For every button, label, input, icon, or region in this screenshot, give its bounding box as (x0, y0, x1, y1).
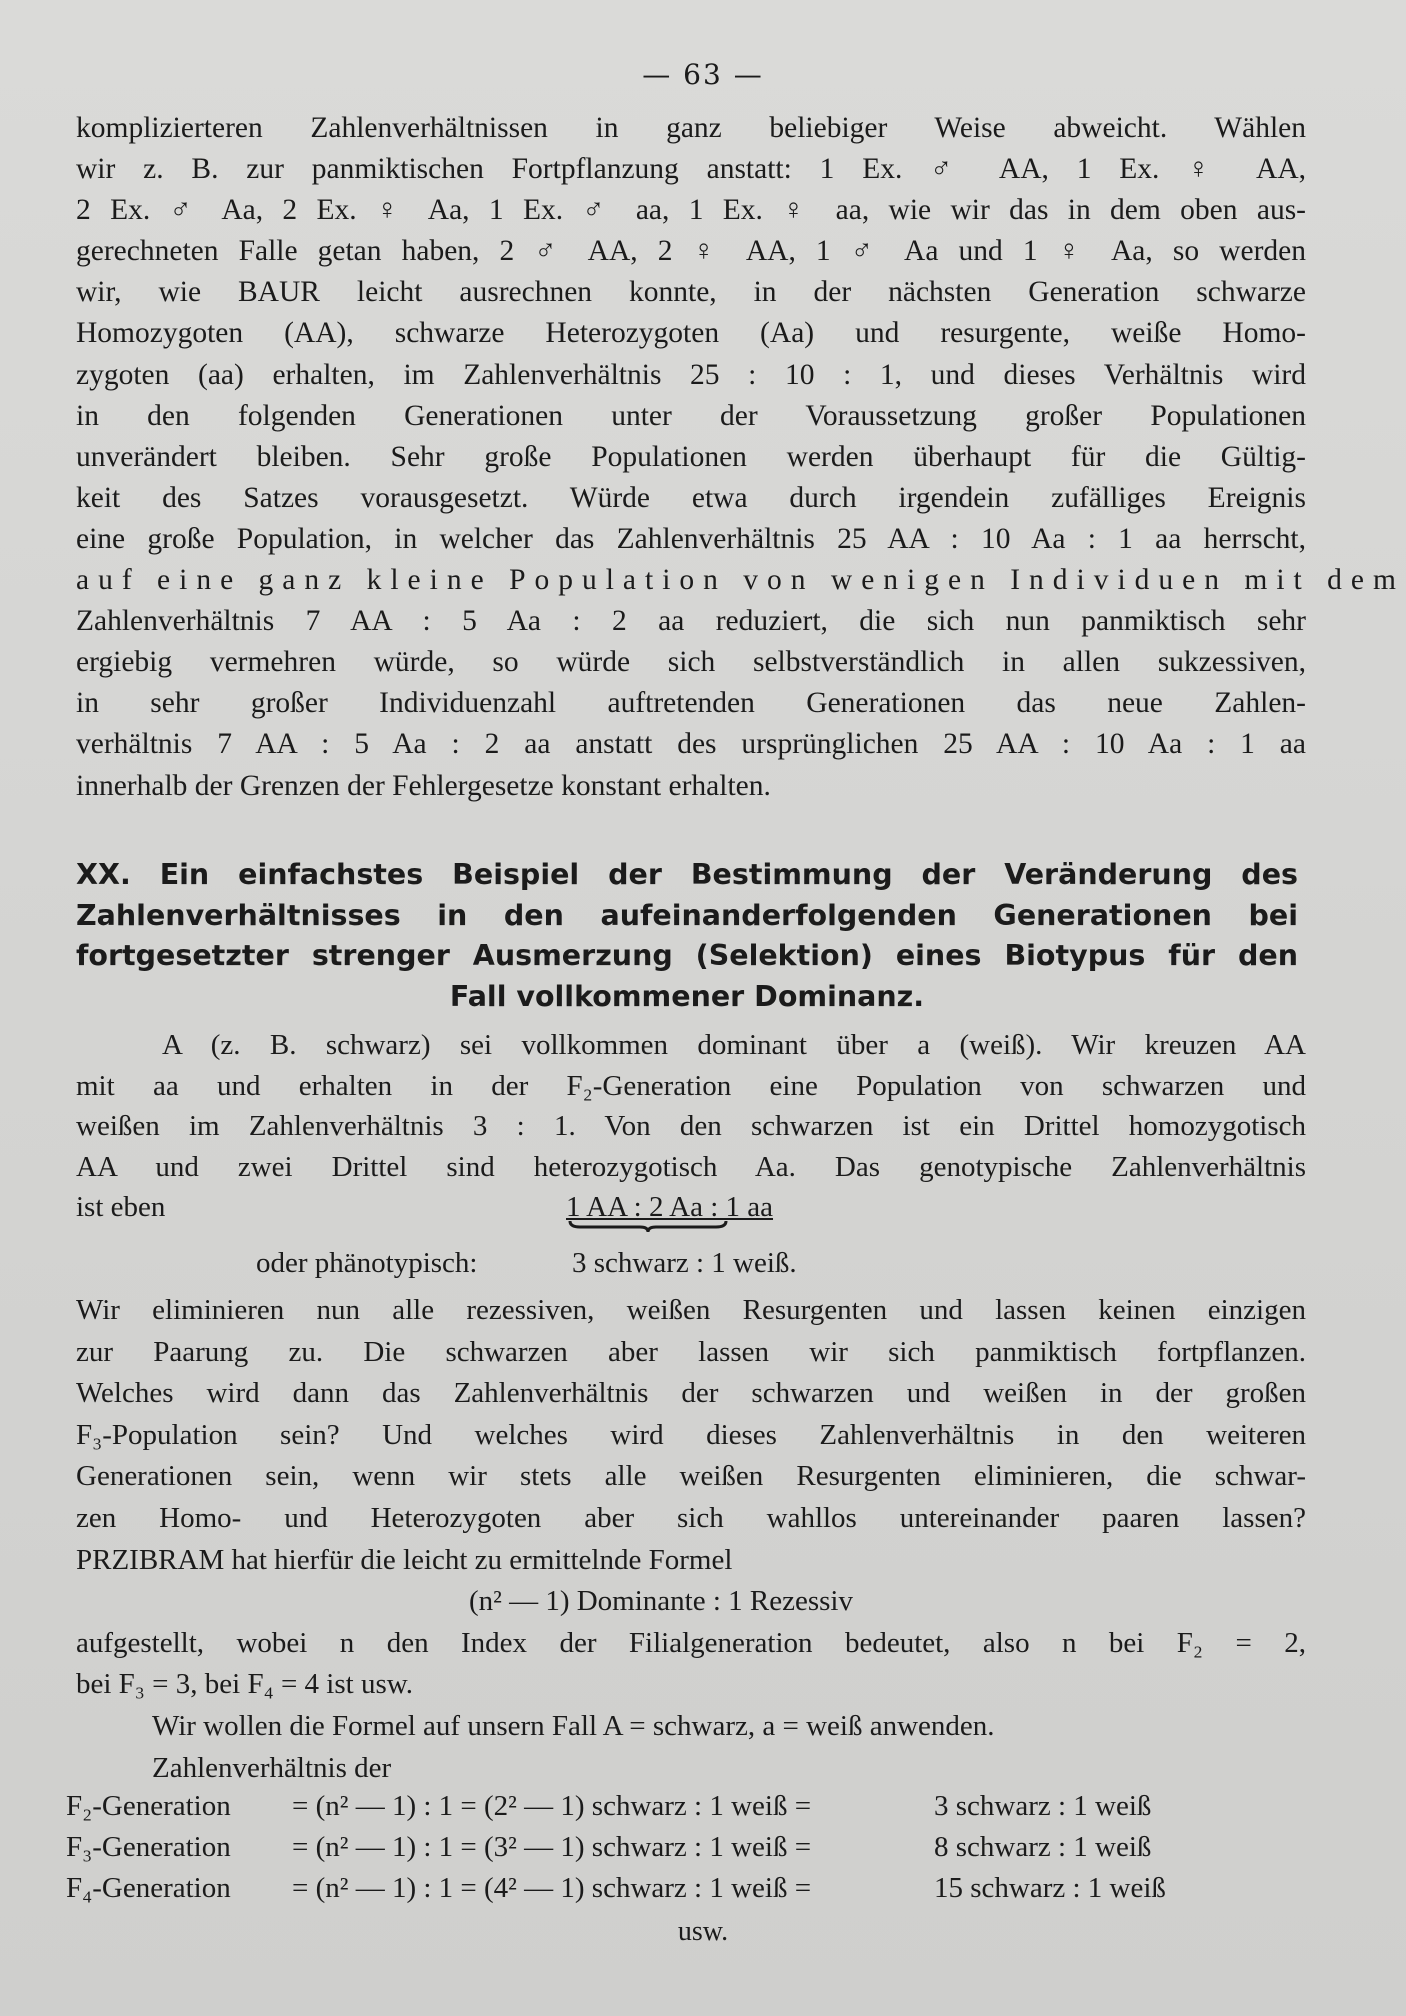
text-line: Welches wird dann das Zahlenverhältnis der schwarzen und weißen in der großen (76, 1377, 1306, 1410)
ratio-label: ist eben (76, 1191, 166, 1224)
text-line: in den folgenden Generationen unter der Voraussetzung großer Populationen (76, 399, 1306, 432)
text-line: unverändert bleiben. Sehr große Populationen werden überhaupt für die Gültig- (76, 440, 1306, 473)
text-line: Wir eliminieren nun alle rezessiven, weißen Resurgenten und lassen keinen einzigen (76, 1294, 1306, 1326)
generation-expression: = (n² — 1) : 1 = (3² — 1) schwarz : 1 weiß = (292, 1831, 812, 1863)
heading-line: XX. Ein einfachstes Beispiel der Bestimmung der Veränderung des (76, 858, 1298, 891)
phenotype-ratio: 3 schwarz : 1 weiß. (572, 1247, 797, 1280)
usw-text: usw. (677, 1916, 729, 1947)
section-heading (76, 855, 1298, 1017)
genotype-ratio: 1 AA : 2 Aa : 1 aa (566, 1191, 774, 1224)
heading-line: Zahlenverhältnisses in den aufeinanderfolgenden Generationen bei (76, 898, 1298, 932)
text-line: Generationen sein, wenn wir stets alle weißen Resurgenten eliminieren, die schwar- (76, 1460, 1306, 1493)
text-line: zur Paarung zu. Die schwarzen aber lassen wir sich panmiktisch fortpflanzen. (76, 1335, 1306, 1368)
text-line: AA und zwei Drittel sind heterozygotisch Aa. Das genotypische Zahlenverhältnis (76, 1150, 1306, 1183)
text-line: zen Homo- und Heterozygoten aber sich wahllos untereinander paaren lassen? (76, 1501, 1306, 1534)
text-line: mit aa und erhalten in der F₂-Generation eine Population von schwarzen und (76, 1069, 1306, 1102)
heading-line: Fall vollkommener Dominanz. (449, 979, 925, 1013)
text-line: bei F₃ = 3, bei F₄ = 4 ist usw. (76, 1668, 414, 1701)
text-line: wir z. B. zur panmiktischen Fortpflanzung anstatt: 1 Ex. ♂ AA, 1 Ex. ♀ AA, (76, 153, 1306, 186)
text-line: keit des Satzes vorausgesetzt. Würde etwa durch irgendein zufälliges Ereignis (76, 481, 1306, 514)
brace-symbol (568, 1219, 728, 1233)
generation-name: F₄-Generation (66, 1872, 231, 1904)
text-line: A (z. B. schwarz) sei vollkommen dominant über a (weiß). Wir kreuzen AA (162, 1029, 1306, 1061)
text-line: Zahlenverhältnis 7 AA : 5 Aa : 2 aa reduziert, die sich nun panmiktisch sehr (76, 605, 1306, 638)
text-line: Zahlenverhältnis der (152, 1751, 392, 1784)
text-line: ergiebig vermehren würde, so würde sich selbstverständlich in allen sukzessiven, (76, 646, 1306, 679)
generation-name: F₃-Generation (66, 1831, 231, 1863)
formula: (n² — 1) Dominante : 1 Rezessiv (468, 1585, 853, 1618)
paragraph-elimination (76, 1290, 1306, 1789)
page-number: — 63 — (642, 58, 764, 91)
generation-expression: = (n² — 1) : 1 = (4² — 1) schwarz : 1 weiß = (292, 1872, 812, 1904)
generation-result: 8 schwarz : 1 weiß (934, 1831, 1152, 1863)
generation-result: 15 schwarz : 1 weiß (934, 1872, 1166, 1904)
text-line: PRZIBRAM hat hierfür die leicht zu ermittelnde Formel (76, 1543, 733, 1576)
text-line: Wir wollen die Formel auf unsern Fall A = schwarz, a = weiß anwenden. (152, 1709, 995, 1742)
text-line: gerechneten Falle getan haben, 2 ♂ AA, 2 ♀ AA, 1 ♂ Aa und 1 ♀ Aa, so werden (76, 235, 1306, 268)
generation-name: F₂-Generation (66, 1790, 231, 1822)
text-line: verhältnis 7 AA : 5 Aa : 2 aa anstatt des ursprünglichen 25 AA : 10 Aa : 1 aa (76, 728, 1306, 761)
generation-expression: = (n² — 1) : 1 = (2² — 1) schwarz : 1 weiß = (292, 1790, 812, 1822)
phenotype-label: oder phänotypisch: (256, 1247, 478, 1280)
text-line: innerhalb der Grenzen der Fehlergesetze konstant erhalten. (76, 769, 771, 802)
text-line: komplizierteren Zahlenverhältnissen in ganz beliebiger Weise abweicht. Wählen (76, 112, 1306, 144)
heading-line: fortgesetzter strenger Ausmerzung (Selektion) eines Biotypus für den (76, 939, 1298, 972)
text-line: eine große Population, in welcher das Zahlenverhältnis 25 AA : 10 Aa : 1 aa herrscht, (76, 522, 1306, 555)
text-line: F₃-Population sein? Und welches wird dieses Zahlenverhältnis in den weiteren (76, 1418, 1306, 1451)
paragraph-example (76, 1025, 1306, 1285)
text-line: Homozygoten (AA), schwarze Heterozygoten (Aa) und resurgente, weiße Homo- (76, 317, 1306, 350)
generation-result: 3 schwarz : 1 weiß (934, 1790, 1152, 1822)
phenotype-ratio-line (76, 1227, 1306, 1285)
text-line: zygoten (aa) erhalten, im Zahlenverhältnis 25 : 10 : 1, und dieses Verhältnis wird (76, 358, 1306, 391)
text-line: weißen im Zahlenverhältnis 3 : 1. Von den schwarzen ist ein Drittel homozygotisch (76, 1110, 1306, 1143)
text-line: aufgestellt, wobei n den Index der Filialgeneration bedeutet, also n bei F₂ = 2, (76, 1626, 1306, 1659)
text-line: 2 Ex. ♂ Aa, 2 Ex. ♀ Aa, 1 Ex. ♂ aa, 1 Ex. ♀ aa, wie wir das in dem oben aus- (76, 194, 1306, 227)
paragraph-intro (76, 108, 1405, 807)
text-line: wir, wie BAUR leicht ausrechnen konnte, in der nächsten Generation schwarze (76, 276, 1306, 309)
text-line-spaced: auf eine ganz kleine Population von wenigen Individuen mit dem (76, 564, 1405, 597)
text-line: in sehr großer Individuenzahl auftretenden Generationen das neue Zahlen- (76, 687, 1306, 720)
